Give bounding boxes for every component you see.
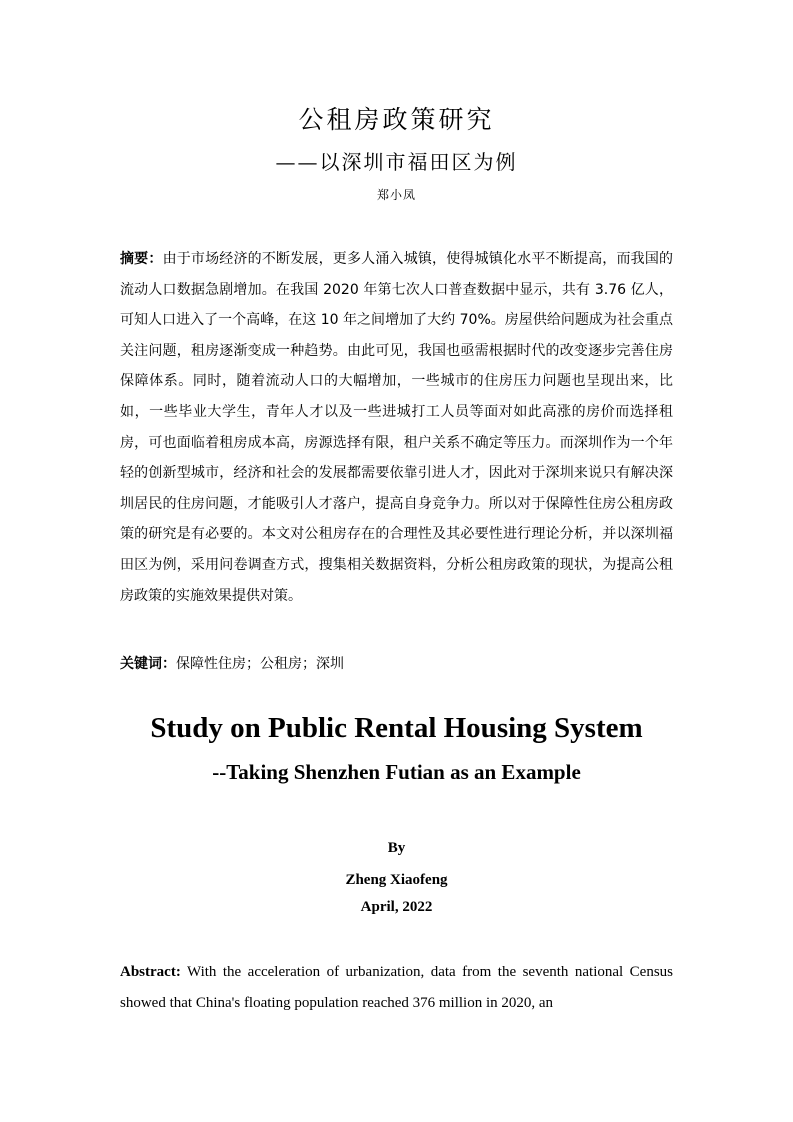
- english-date: April, 2022: [360, 899, 433, 915]
- chinese-keywords-text: 保障性住房；公租房；深圳: [176, 656, 344, 672]
- chinese-author: 郑小凤: [376, 188, 416, 202]
- chinese-abstract-text: 由于市场经济的不断发展，更多人涌入城镇，使得城镇化水平不断提高，而我国的流动人口数据急剧增加。在我国 2020 年第七次人口普查数据中显示，共有 3.76 亿人，可知人口进入了一个高峰，在这 10 年之间增加了大约 70%。房屋供给问题成为社会重点关注问题，租房逐渐变成一种趋势。由此可见，我国也亟需根据时代的改变逐步完善住房保障体系。同时，随着流动人口的大幅增加，一些城市的住房压力问题也呈现出来，比如，一些毕业大学生，青年人才以及一些进城打工人员等面对如此高涨的房价而选择租房，可也面临着租房成本高，房源选择有限，租户关系不确定等压力。而深圳作为一个年轻的创新型城市，经济和社会的发展都需要依靠引进人才，因此对于深圳来说只有解决深圳居民的住房问题，才能吸引人才落户，提高自身竞争力。所以对于保障性住房公租房政策的研究是有必要的。本文对公租房存在的合理性及其必要性进行理论分析，并以深圳福田区为例，采用问卷调查方式，搜集相关数据资料，分析公租房政策的现状，为提高公租房政策的实施效果提供对策。: [120, 251, 674, 604]
- english-abstract: [120, 957, 673, 1018]
- english-abstract-label: Abstract:: [120, 964, 181, 980]
- english-subtitle: --Taking Shenzhen Futian as an Example: [212, 760, 581, 784]
- chinese-abstract: [120, 244, 673, 611]
- chinese-subtitle: ——以深圳市福田区为例: [275, 150, 518, 174]
- chinese-keywords-label: 关键词：: [120, 656, 176, 672]
- english-author: Zheng Xiaofeng: [345, 872, 448, 888]
- english-by-line: By: [387, 840, 406, 856]
- english-abstract-text: With the acceleration of urbanization, data from the seventh national Census showed that China's floating population reached 376 million in 2020, an: [120, 964, 673, 1011]
- chinese-keywords: [120, 649, 673, 679]
- chinese-title: 公租房政策研究: [298, 105, 495, 134]
- chinese-abstract-label: 摘要：: [120, 251, 163, 267]
- english-title: Study on Public Rental Housing System: [150, 712, 643, 744]
